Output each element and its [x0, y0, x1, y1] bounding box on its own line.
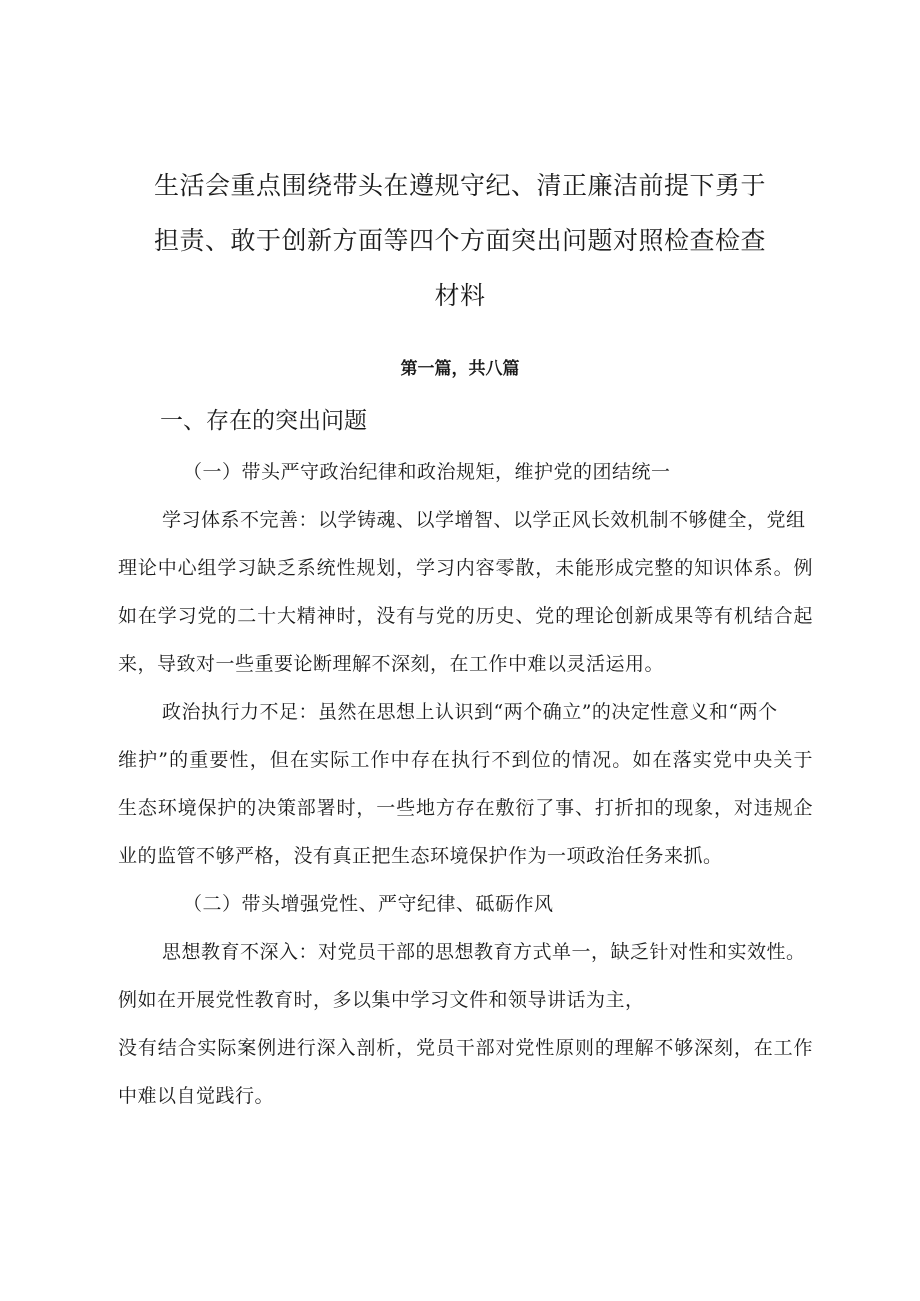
title-line: 材料 [434, 281, 486, 310]
subsection-heading: （二）带头增强党性、严守纪律、砥砺作风 [183, 893, 554, 915]
paragraph-line: 例如在开展党性教育时，多以集中学习文件和领导讲话为主， [118, 989, 645, 1011]
paragraph-line: 思想教育不深入：对党员干部的思想教育方式单一，缺乏针对性和实效性。 [162, 941, 806, 963]
title-line: 担责、敢于创新方面等四个方面突出问题对照检查检查 [153, 226, 766, 255]
title-line: 生活会重点围绕带头在遵规守纪、清正廉洁前提下勇于 [153, 171, 766, 200]
paragraph [118, 928, 813, 1120]
paragraph [118, 496, 813, 688]
document-subtitle: 第一篇，共八篇 [400, 359, 520, 379]
paragraph-line: 政治执行力不足：虽然在思想上认识到“两个确立”的决定性意义和“两个 [162, 701, 778, 723]
paragraph-line: 中难以自觉践行。 [118, 1085, 275, 1107]
paragraph-line: 理论中心组学习缺乏系统性规划，学习内容零散，未能形成完整的知识体系。例 [118, 557, 813, 579]
document-title [150, 158, 770, 323]
paragraph-line: 维护”的重要性，但在实际工作中存在执行不到位的情况。如在落实党中央关于 [118, 749, 813, 771]
paragraph-line: 来，导致对一些重要论断理解不深刻，在工作中难以灵活运用。 [118, 653, 665, 675]
paragraph-line: 没有结合实际案例进行深入剖析，党员干部对党性原则的理解不够深刻，在工作 [118, 1037, 813, 1059]
subsection-heading: （一）带头严守政治纪律和政治规矩，维护党的团结统一 [183, 461, 671, 483]
paragraph-line: 学习体系不完善：以学铸魂、以学增智、以学正风长效机制不够健全，党组 [162, 509, 806, 531]
paragraph [118, 688, 813, 880]
section-heading: 一、存在的突出问题 [160, 408, 367, 434]
paragraph-line: 如在学习党的二十大精神时，没有与党的历史、党的理论创新成果等有机结合起 [118, 605, 813, 627]
paragraph-line: 生态环境保护的决策部署时，一些地方存在敷衍了事、打折扣的现象，对违规企 [118, 797, 813, 819]
paragraph-line: 业的监管不够严格，没有真正把生态环境保护作为一项政治任务来抓。 [118, 845, 723, 867]
